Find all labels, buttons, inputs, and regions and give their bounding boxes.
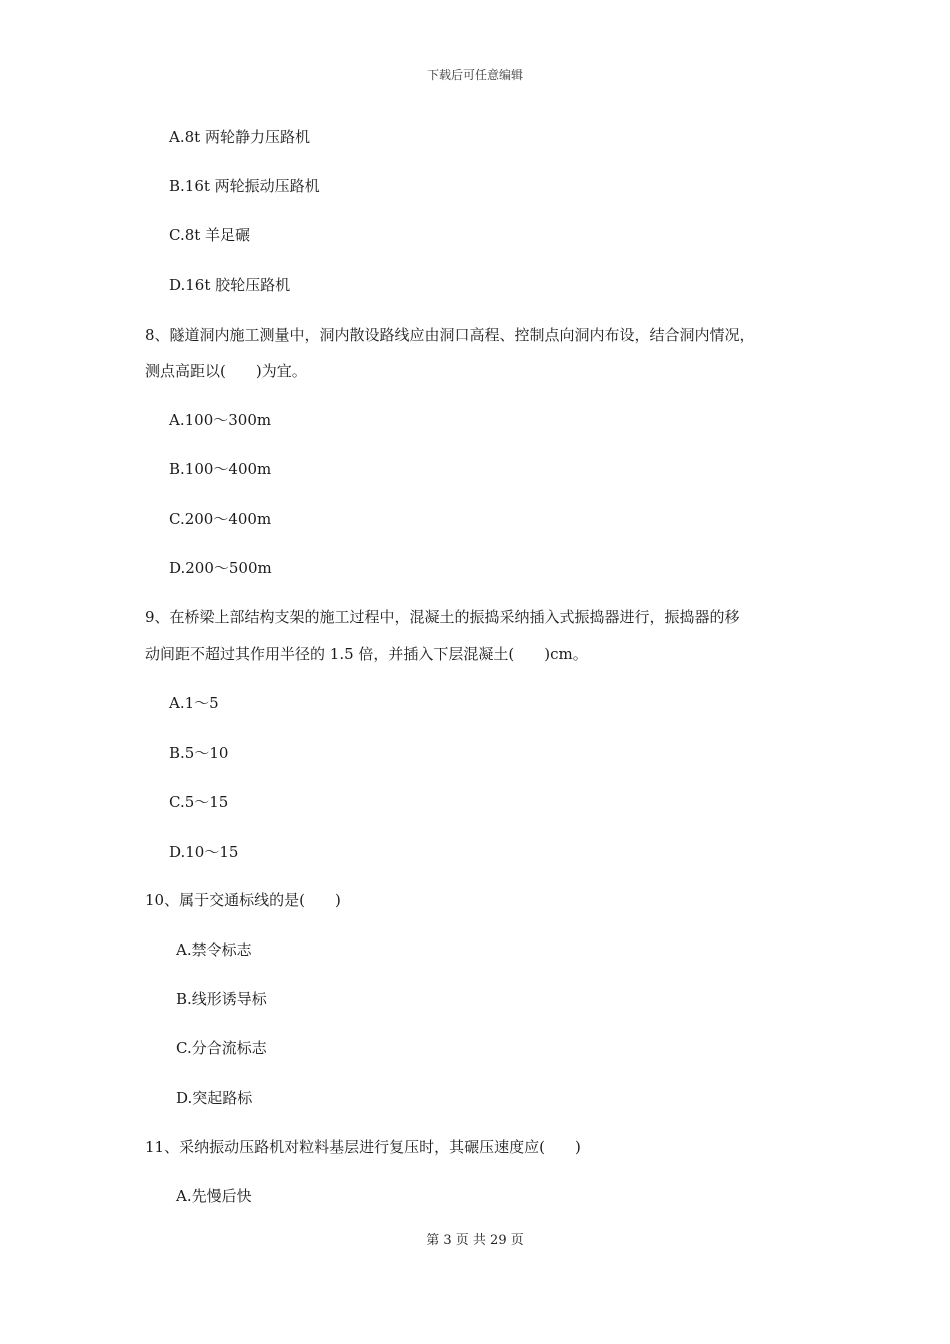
q9-option-c: C.5～15 <box>169 793 229 811</box>
q8-option-b: B.100～400m <box>169 460 272 478</box>
q8-option-d: D.200～500m <box>169 559 272 577</box>
q9-option-a: A.1～5 <box>169 694 219 712</box>
q10-option-d: D.突起路标 <box>176 1089 253 1107</box>
q8-option-c: C.200～400m <box>169 510 272 528</box>
q9-stem-line1: 9、在桥梁上部结构支架的施工过程中，混凝土的振捣采纳插入式振捣器进行，振捣器的移 <box>145 608 740 626</box>
q8-option-a: A.100～300m <box>169 411 272 429</box>
q9-stem-line2: 动间距不超过其作用半径的 1.5 倍，并插入下层混凝土( )cm。 <box>145 645 588 663</box>
q10-option-c: C.分合流标志 <box>176 1039 267 1057</box>
q11-option-a: A.先慢后快 <box>176 1187 252 1205</box>
q7-option-b: B.16t 两轮振动压路机 <box>169 177 320 195</box>
q9-option-d: D.10～15 <box>169 843 239 861</box>
q10-option-a: A.禁令标志 <box>176 941 252 959</box>
q7-option-a: A.8t 两轮静力压路机 <box>169 128 310 146</box>
q8-stem-line1: 8、隧道洞内施工测量中，洞内散设路线应由洞口高程、控制点向洞内布设，结合洞内情况， <box>145 326 755 344</box>
q7-option-d: D.16t 胶轮压路机 <box>169 276 291 294</box>
q7-option-c: C.8t 羊足碾 <box>169 226 251 244</box>
page-header: 下载后可任意编辑 <box>426 68 523 82</box>
q8-stem-line2: 测点高距以( )为宜。 <box>145 362 307 380</box>
q10-option-b: B.线形诱导标 <box>176 990 267 1008</box>
q10-stem: 10、属于交通标线的是( ) <box>145 891 341 909</box>
page-footer: 第 3 页 共 29 页 <box>426 1233 524 1248</box>
q9-option-b: B.5～10 <box>169 744 229 762</box>
q11-stem: 11、采纳振动压路机对粒料基层进行复压时，其碾压速度应( ) <box>145 1138 581 1156</box>
